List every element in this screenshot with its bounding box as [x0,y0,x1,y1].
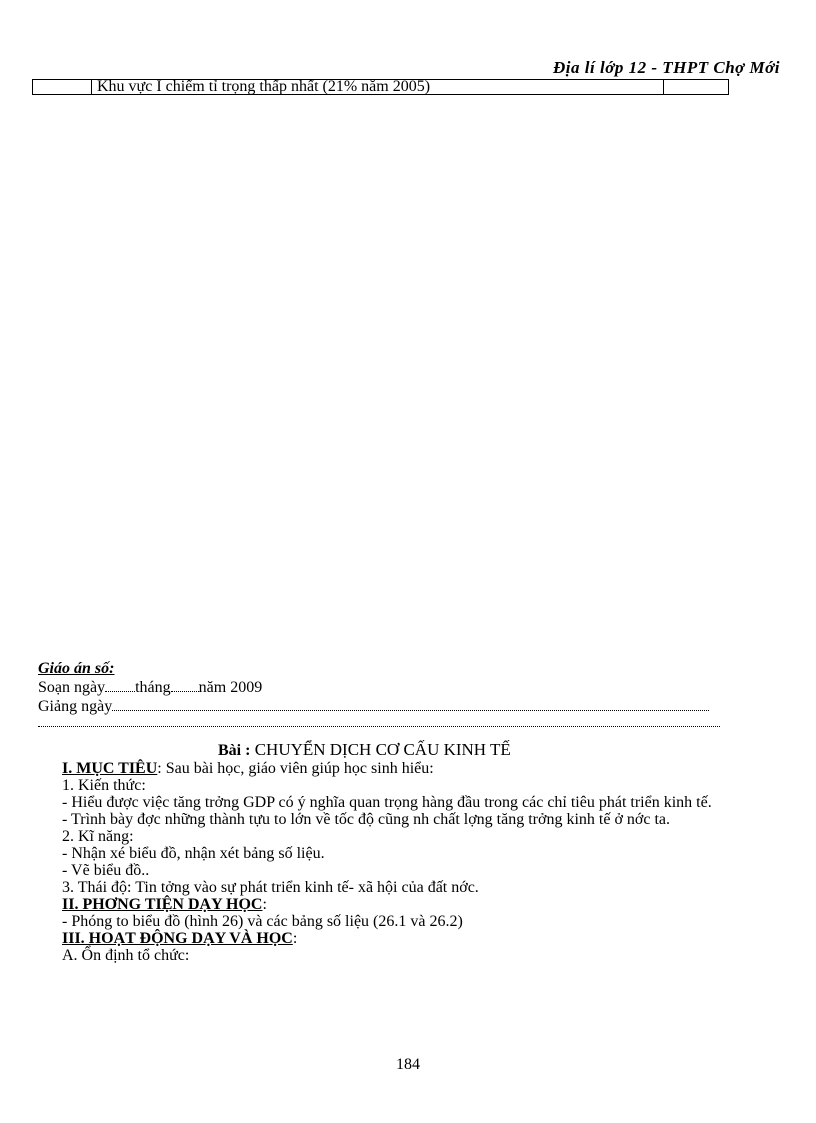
knowledge-item: - Hiểu được việc tăng trởng GDP có ý nghĩa quan trọng hàng đầu trong các chỉ tiêu phát triển kinh tế. [62,794,712,811]
table-row [32,79,729,95]
colon: : [292,930,298,947]
lesson-number-label: Giáo án số: [38,660,115,677]
month-label: tháng [135,679,171,696]
knowledge-heading: 1. Kiến thức: [62,777,146,794]
section-heading-activities: III. HOẠT ĐỘNG DẠY VÀ HỌC [62,930,293,947]
table-cell-text: Khu vực I chiếm tỉ trọng thấp nhất (21% năm 2005) [97,78,431,95]
lesson-title-prefix: Bài : [218,742,251,759]
teach-date-label: Giảng ngày [38,698,113,715]
page-number: 184 [396,1056,420,1073]
prepare-date-label: Soạn ngày [38,679,106,696]
skills-item: - Nhận xé biểu đồ, nhận xét bảng số liệu. [62,845,325,862]
attitude-line: 3. Thái độ: Tin tởng vào sự phát triển kinh tế- xã hội của đất nớc. [62,879,479,896]
section-heading-objectives: I. MỤC TIÊU [62,760,158,777]
month-blank [171,680,199,692]
day-blank [105,680,135,692]
colon: : [262,896,267,913]
lesson-title [218,740,511,760]
dotted-separator [38,726,720,727]
organization-step: A. Ổn định tổ chức: [62,947,190,964]
objectives-intro: : Sau bài học, giáo viên giúp học sinh hiểu: [157,760,434,777]
skills-item: - Vẽ biểu đồ.. [62,862,150,879]
lesson-body [62,760,720,964]
page-header: Địa lí lớp 12 - THPT Chợ Mới [553,58,780,77]
knowledge-item: - Trình bày đợc những thành tựu to lớn về tốc độ cũng nh chất lợng tăng trởng kinh tế ở nớc ta. [62,811,671,828]
section-heading-materials: II. PHƠNG TIỆN DẠY HỌC [62,896,263,913]
lesson-title-name: CHUYỂN DỊCH CƠ CẤU KINH TẾ [254,740,511,759]
prepare-date-line [38,679,262,697]
table-divider [663,79,664,95]
skills-heading: 2. Kĩ năng: [62,828,134,845]
materials-item: - Phóng to biểu đồ (hình 26) và các bảng số liệu (26.1 và 26.2) [62,913,463,930]
table-divider [91,79,92,95]
year-label: năm 2009 [198,679,263,696]
teach-date-line [38,698,709,716]
teach-date-blank [112,699,709,711]
